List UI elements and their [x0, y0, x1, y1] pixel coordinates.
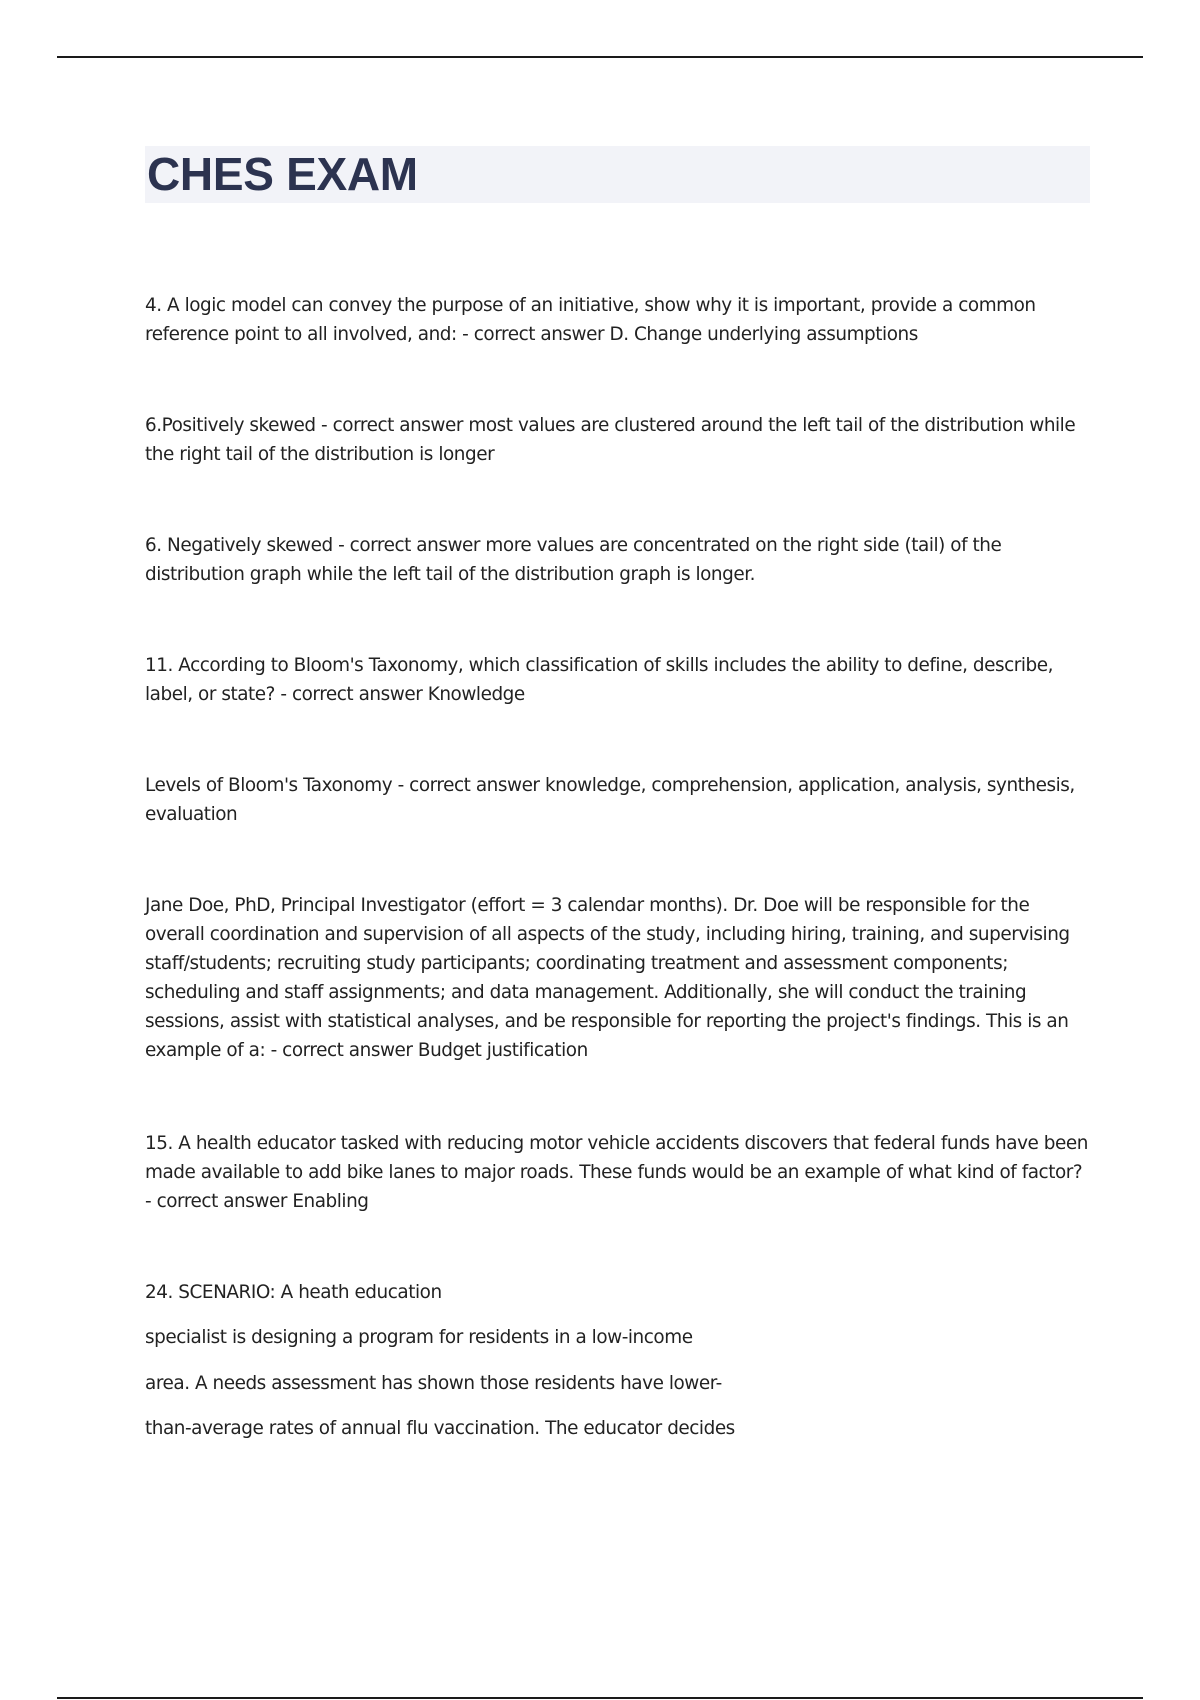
- qa-entry-positively-skewed: 6.Positively skewed - correct answer most values are clustered around the left tail of the distribution while the right tail of the distribution is longer: [145, 415, 1076, 465]
- qa-entry-blooms-classification: 11. According to Bloom's Taxonomy, which classification of skills includes the ability to define, describe, label, or state? - correct answer Knowledge: [145, 655, 1054, 705]
- scenario-line: specialist is designing a program for residents in a low-income: [145, 1327, 693, 1348]
- page-title: CHES EXAM: [147, 148, 418, 200]
- qa-entry-enabling-factor: 15. A health educator tasked with reducing motor vehicle accidents discovers that federal funds have been made available to add bike lanes to major roads. These funds would be an example of what kind of factor? - correct answer Enabling: [145, 1133, 1088, 1212]
- qa-entry-logic-model: 4. A logic model can convey the purpose of an initiative, show why it is important, provide a common reference point to all involved, and: - correct answer D. Change underlying assumptions: [145, 295, 1036, 345]
- scenario-line: area. A needs assessment has shown those residents have lower-: [145, 1373, 722, 1394]
- qa-entry-blooms-levels: Levels of Bloom's Taxonomy - correct answer knowledge, comprehension, application, analysis, synthesis, evaluation: [145, 775, 1075, 825]
- top-rule: [57, 56, 1143, 58]
- scenario-line: than-average rates of annual flu vaccination. The educator decides: [145, 1418, 735, 1439]
- qa-entry-budget-justification: Jane Doe, PhD, Principal Investigator (effort = 3 calendar months). Dr. Doe will be responsible for the overall coordination and supervision of all aspects of the study, including hiring, training, and supervising staff/students; recruiting study participants; coordinating treatment and assessment components; scheduling and staff assignments; and data management. Additionally, she will conduct the training sessions, assist with statistical analyses, and be responsible for reporting the project's findings. This is an example of a: - correct answer Budget justification: [145, 895, 1070, 1061]
- scenario-line: 24. SCENARIO: A heath education: [145, 1282, 442, 1303]
- title-banner: [145, 146, 1090, 203]
- bottom-rule: [57, 1697, 1143, 1699]
- qa-entry-negatively-skewed: 6. Negatively skewed - correct answer more values are concentrated on the right side (tail) of the distribution graph while the left tail of the distribution graph is longer.: [145, 535, 1002, 585]
